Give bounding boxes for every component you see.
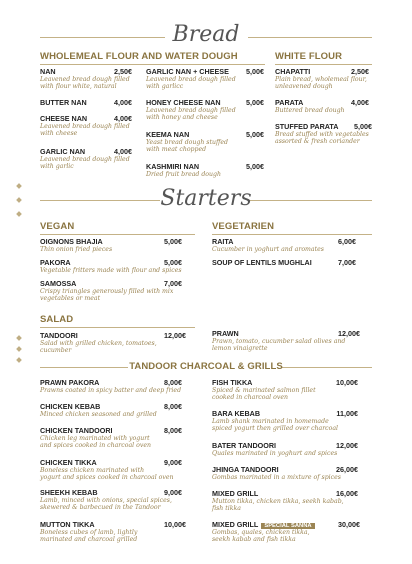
wholemeal-rule <box>40 64 265 65</box>
menu-item-cheese-nan: CHEESE NAN 4,00€ Leavened bread dough filled with cheese <box>40 114 132 138</box>
menu-item-parata: PARATA 4,00€ Buttered bread dough <box>275 98 369 114</box>
vegan-header: VEGAN <box>40 221 75 232</box>
diamond-ornament <box>16 211 22 217</box>
menu-item-raita: RAITA 6,00€ Cucumber in yoghurt and aromates <box>212 237 356 253</box>
diamond-ornament <box>16 346 22 352</box>
menu-item-stuffed-parata: STUFFED PARATA 5,00€ Bread stuffed with vegetables assorted & fresh coriander <box>275 122 372 146</box>
menu-item-mixed-grill-special: MIXED GRILL SPECIAL SANNA 30,00€ Gombas, quales, chicken tikka, seekh kabab and fish tikka <box>212 520 360 544</box>
menu-item-butter-nan: BUTTER NAN 4,00€ <box>40 98 132 107</box>
menu-item-mixed-grill: MIXED GRILL 16,00€ Mutton tikka, chicken tikka, seekh kabab, fish tikka <box>212 489 358 513</box>
menu-item-mutton-tikka: MUTTON TIKKA 10,00€ Boneless cubes of lamb, lightly marinated and charcoal grilled <box>40 520 186 544</box>
white-flour-rule <box>275 64 372 65</box>
menu-item-chicken-tikka: CHICKEN TIKKA 9,00€ Boneless chicken marinated with yogurt and spices cooked in charcoal oven <box>40 458 182 482</box>
menu-item-honey-cheese-nan: HONEY CHEESE NAN 5,00€ Leavened bread dough filled with honey and cheese <box>146 98 264 122</box>
menu-item-sheekh-kebab: SHEEKH KEBAB 9,00€ Lamb, minced with onions, special spices, skewered & barbecued in the Tandoor <box>40 488 182 512</box>
menu-item-chicken-kebab: CHICKEN KEBAB 8,00€ Minced chicken seasoned and grilled <box>40 402 182 418</box>
menu-item-kashmiri-nan: KASHMIRI NAN 5,00€ Dried fruit bread dough <box>146 162 264 178</box>
vegan-rule <box>40 234 195 235</box>
menu-item-oignons-bhajia: OIGNONS BHAJIA 5,00€ Thin onion fried pieces <box>40 237 182 253</box>
menu-item-jhinga-tandoori: JHINGA TANDOORI 26,00€ Gombas marinated in a mixture of spices <box>212 465 358 481</box>
wholemeal-header: WHOLEMEAL FLOUR AND WATER DOUGH <box>40 51 238 62</box>
menu-item-keema-nan: KEEMA NAN 5,00€ Yeast bread dough stuffed with meat chopped <box>146 130 264 154</box>
menu-item-pakora: PAKORA 5,00€ Vegetable fritters made with flour and spices <box>40 258 182 274</box>
salad-header: SALAD <box>40 314 74 325</box>
bread-title: Bread <box>172 22 240 47</box>
menu-item-chapatti: CHAPATTI 2,50€ Plain bread, wholemeal flour, unleavened dough <box>275 67 369 91</box>
menu-item-fish-tikka: FISH TIKKA 10,00€ Spiced & marinated salmon fillet cooked in charcoal oven <box>212 378 358 402</box>
menu-item-tandoori-salad: TANDOORI 12,00€ Salad with grilled chicken, tomatoes, cucumber <box>40 331 186 355</box>
menu-item-prawn-salad: PRAWN 12,00€ Prawn, tomato, cucumber salad olives and lemon vinaigrette <box>212 329 360 353</box>
menu-item-garlic-nan: GARLIC NAN 4,00€ Leavened bread dough filled with garlic <box>40 147 132 171</box>
special-badge: SPECIAL SANNA <box>261 523 314 529</box>
menu-item-garlic-nan-cheese: GARLIC NAN + CHEESE 5,00€ Leavened bread dough filled with garlicc <box>146 67 264 91</box>
vegetarien-rule <box>212 234 372 235</box>
diamond-ornament <box>16 335 22 341</box>
white-flour-header: WHITE FLOUR <box>275 51 343 62</box>
menu-item-nan: NAN 2,50€ Leavened bread dough filled with flour white, natural <box>40 67 132 91</box>
vegetarien-header: VEGETARIEN <box>212 221 275 232</box>
menu-item-prawn-pakora: PRAWN PAKORA 8,00€ Prawns coated in spicy batter and deep fried <box>40 378 182 394</box>
starters-title: Starters <box>160 186 252 211</box>
tandoor-header: TANDOOR CHARCOAL & GRILLS <box>129 361 283 372</box>
menu-item-soup-of-lentils: SOUP OF LENTILS MUGHLAI 7,00€ <box>212 258 356 267</box>
salad-rule <box>40 327 195 328</box>
menu-item-bara-kebab: BARA KEBAB 11,00€ Lamb shank marinated in homemade spiced yogurt then grilled over charcoal <box>212 409 358 433</box>
menu-item-samossa: SAMOSSA 7,00€ Crispy triangles generously filled with mix vegetables or meat <box>40 279 182 303</box>
menu-item-chicken-tandoori: CHICKEN TANDOORI 8,00€ Chicken leg marinated with yogurt and spices cooked in charcoal oven <box>40 426 182 450</box>
menu-item-bater-tandoori: BATER TANDOORI 12,00€ Quales marinated in yoghurt and spices <box>212 441 358 457</box>
